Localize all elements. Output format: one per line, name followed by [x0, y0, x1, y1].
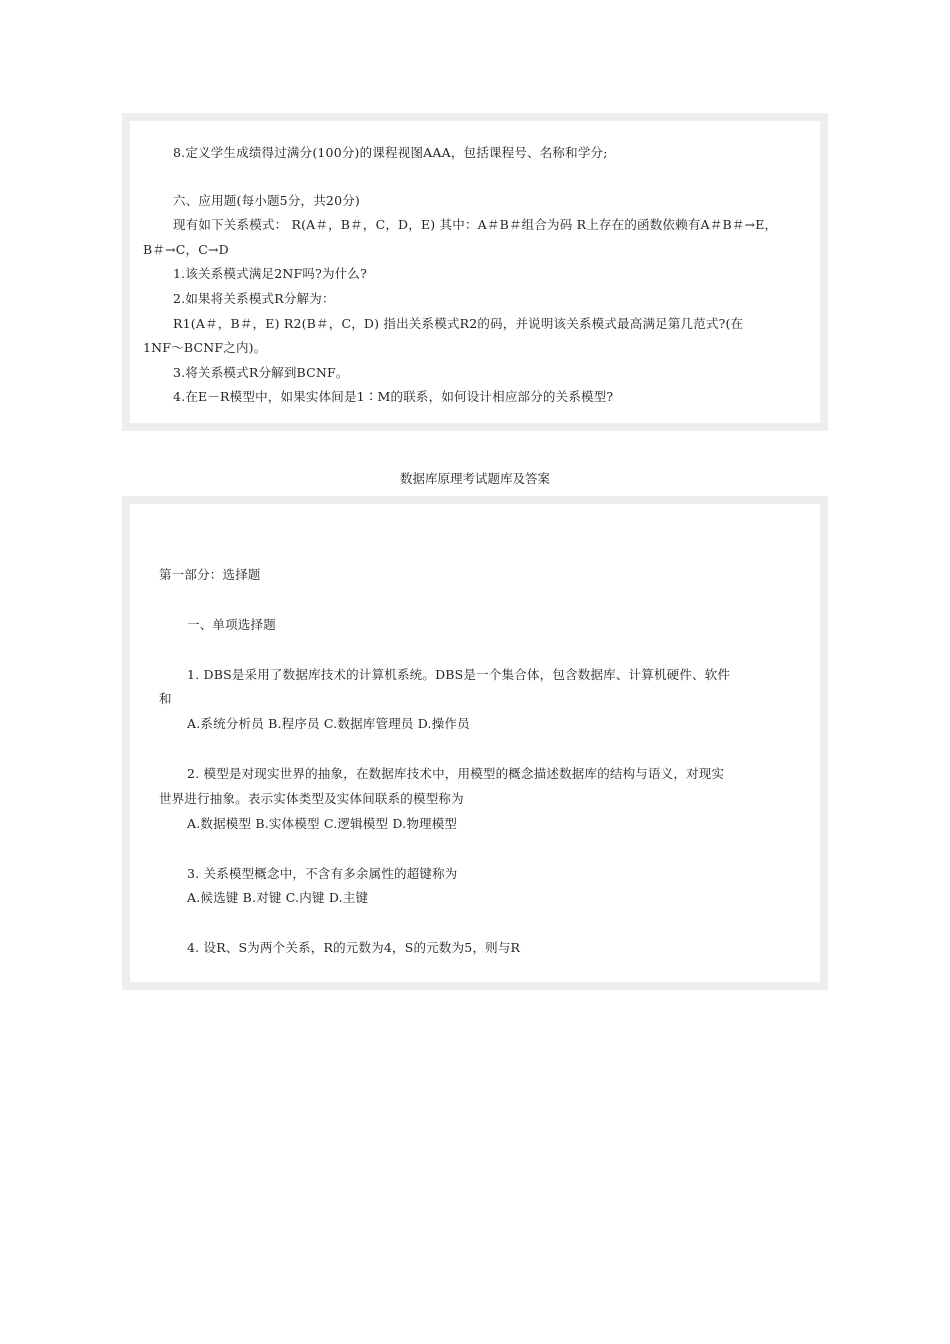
question-text: 1. DBS是采用了数据库技术的计算机系统。DBS是一个集合体，包含数据库、计算机硬件、软件 [187, 667, 731, 682]
answer-options: A.数据模型 B.实体模型 C.逻辑模型 D.物理模型 [187, 816, 458, 831]
part-heading: 第一部分：选择题 [159, 567, 261, 582]
text-line: 2.如果将关系模式R分解为： [173, 291, 335, 306]
question-text: 4. 设R、S为两个关系，R的元数为4，S的元数为5，则与R [187, 940, 521, 955]
answer-options: A.候选键 B.对键 C.内键 D.主键 [187, 890, 369, 905]
text-line: 3.将关系模式R分解到BCNF。 [173, 365, 349, 380]
section-heading: 一、单项选择题 [187, 617, 276, 632]
text-line: 1.该关系模式满足2NF吗?为什么? [173, 266, 367, 281]
question-text: 2. 模型是对现实世界的抽象，在数据库技术中，用模型的概念描述数据库的结构与语义，对现实 [187, 766, 725, 781]
document-title: 数据库原理考试题库及答案 [399, 471, 550, 486]
text-line: 8.定义学生成绩得过满分(100分)的课程视图AAA，包括课程号、名称和学分; [173, 145, 608, 160]
question-text: 世界进行抽象。表示实体类型及实体间联系的模型称为 [159, 791, 464, 806]
question-text: 3. 关系模型概念中，不含有多余属性的超键称为 [187, 866, 458, 881]
text-line: 现有如下关系模式： R(A＃，B＃，C，D，E) 其中：A＃B＃组合为码 R上存在的函数依赖有A＃B＃→E， [173, 217, 778, 232]
question-text: 和 [159, 691, 172, 706]
text-line: 1NF～BCNF之内)。 [143, 340, 267, 355]
section-heading: 六、应用题(每小题5分，共20分) [173, 193, 361, 208]
answer-options: A.系统分析员 B.程序员 C.数据库管理员 D.操作员 [187, 716, 470, 731]
text-line: R1(A＃，B＃，E) R2(B＃，C，D) 指出关系模式R2的码，并说明该关系模式最高满足第几范式?(在 [173, 316, 744, 331]
text-line: B＃→C，C→D [143, 242, 229, 257]
text-line: 4.在E－R模型中，如果实体间是1∶M的联系，如何设计相应部分的关系模型? [173, 389, 614, 404]
